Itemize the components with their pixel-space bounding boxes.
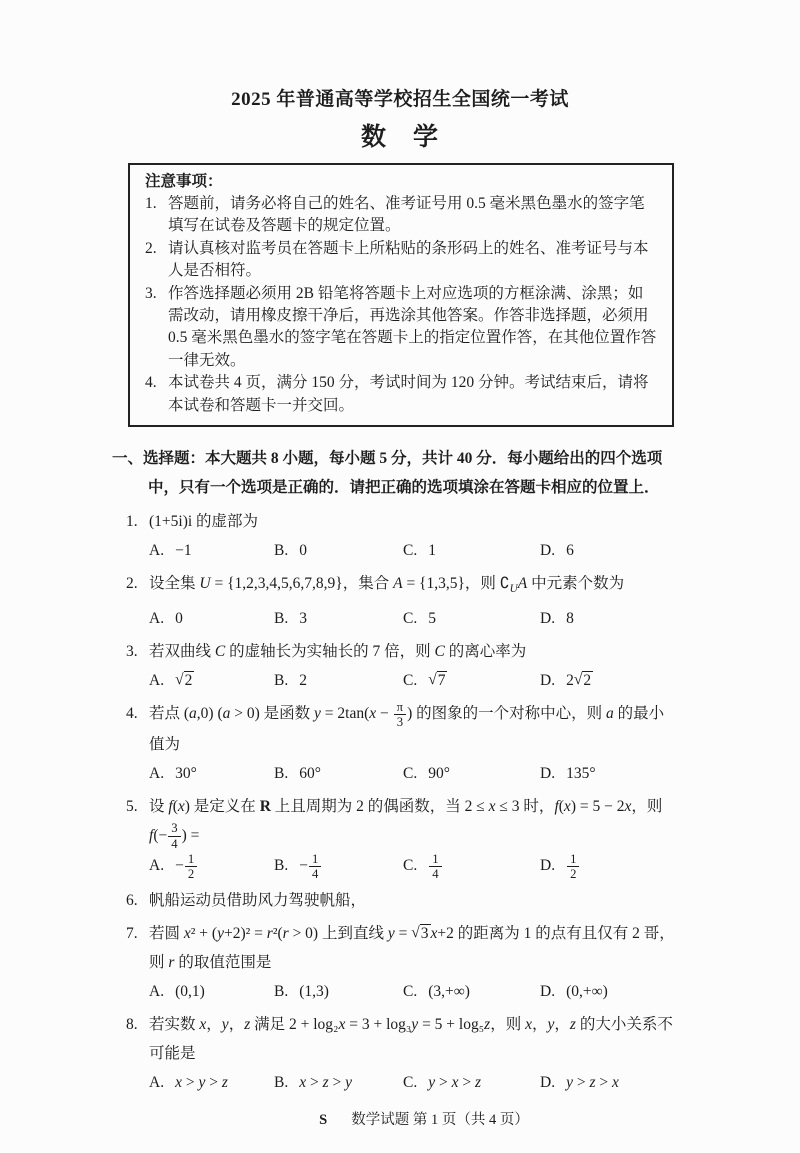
question-number: 8. (126, 1015, 138, 1033)
option-label: C. (403, 610, 418, 628)
question-line (126, 919, 678, 977)
question (126, 637, 678, 695)
option-label: C. (403, 672, 418, 690)
question-line (126, 569, 678, 604)
option (274, 666, 403, 695)
notice-item-text: 本试卷共 4 页，满分 150 分，考试时间为 120 分钟。考试结束后，请将本试卷和答题卡一并交回。 (168, 374, 649, 414)
option-value: 2 (299, 672, 307, 690)
option-label: C. (403, 857, 418, 875)
option-label: B. (274, 1073, 289, 1091)
question-stem: 设全集 U = {1,2,3,4,5,6,7,8,9}，集合 A = {1,3,5}，则 $∁_UA$ 中元素个数为 (149, 575, 625, 596)
option-value: 0 (175, 610, 183, 628)
section-header (112, 444, 678, 502)
option-label: A. (149, 982, 165, 1000)
question (126, 919, 678, 1006)
notice-item-number: 3. (145, 284, 157, 302)
notice-item-text: 作答选择题必须用 2B 铅笔将答题卡上对应选项的方框涂满、涂黑；如需改动，请用橡皮擦干净后，再选涂其他答案。作答非选择题，必须用 0.5 毫米黑色墨水的签字笔在答题卡上的指定位置作答，在其他位置作答一律无效。 (168, 284, 657, 369)
options-row (126, 759, 678, 788)
option (149, 666, 274, 695)
options-row (126, 666, 678, 695)
question-stem: 若双曲线 C 的虚轴长为实轴长的 7 倍，则 C 的离心率为 (149, 643, 527, 661)
option-label: B. (274, 764, 289, 782)
option (403, 604, 540, 633)
option-value: (0,+∞) (566, 982, 608, 1000)
option-value: y > z > x (566, 1073, 619, 1091)
option-label: A. (149, 542, 165, 560)
option (403, 1068, 540, 1097)
option-value: √7 (428, 671, 446, 690)
question (126, 1010, 678, 1097)
question-number: 4. (126, 705, 138, 723)
option (540, 604, 678, 633)
option-value: − $\frac{1}{4}$ (299, 857, 322, 874)
option (540, 536, 678, 565)
option-value: 90° (428, 764, 450, 782)
option-label: D. (540, 764, 556, 782)
question-stem: (1+5i)i 的虚部为 (149, 513, 259, 531)
option-label: C. (403, 982, 418, 1000)
question-line (126, 1010, 678, 1068)
question-stem: 设 f(x) 是定义在 R 上且周期为 2 的偶函数，当 2 ≤ x ≤ 3 时，f(x) = 5 − 2x，则 f(− $\frac{3}{4}$ ) = (149, 797, 663, 851)
notice-title: 注意事项： (145, 173, 223, 190)
option (540, 851, 678, 882)
option (274, 759, 403, 788)
questions-list (0, 507, 800, 1097)
notice-item (145, 372, 658, 417)
question-stem: 若圆 x² + (y+2)² = r²(r > 0) 上到直线 y = √3 x+2 的距离为 1 的点有且仅有 2 哥，则 r 的取值范围是 (149, 923, 675, 971)
option-value: $\frac{1}{4}$ (428, 857, 442, 874)
option (149, 977, 274, 1006)
option (403, 759, 540, 788)
option-label: B. (274, 672, 289, 690)
notice-item-text: 答题前，请务必将自己的姓名、准考证号用 0.5 毫米黑色墨水的签字笔填写在试卷及答题卡的规定位置。 (168, 195, 645, 235)
notice-item (145, 193, 658, 238)
option (149, 536, 274, 565)
option-value: 1 (428, 542, 436, 560)
option-value: 5 (428, 610, 436, 628)
option-label: D. (540, 982, 556, 1000)
option (403, 666, 540, 695)
question-number: 2. (126, 575, 138, 593)
question-line (126, 699, 678, 759)
option-label: D. (540, 857, 556, 875)
option-value: 2√2 (566, 671, 592, 690)
exam-subject: 数 学 (360, 124, 439, 151)
option-value: −1 (175, 542, 192, 560)
option (403, 536, 540, 565)
option-value: 6 (566, 542, 574, 560)
option-label: D. (540, 542, 556, 560)
option-value: (3,+∞) (428, 982, 470, 1000)
notice-item-text: 请认真核对监考员在答题卡上所粘贴的条形码上的姓名、准考证号与本人是否相符。 (168, 239, 649, 280)
question (126, 507, 678, 565)
question (126, 569, 678, 633)
option (274, 604, 403, 633)
question (126, 699, 678, 788)
option-value: $\frac{1}{2}$ (566, 857, 580, 874)
footer-mark: S (319, 1112, 328, 1128)
notice-item-number: 2. (145, 239, 157, 257)
option-label: D. (540, 610, 556, 628)
question (126, 886, 678, 915)
option (403, 851, 540, 882)
option (274, 851, 403, 882)
exam-title: 2025 年普通高等学校招生全国统一考试 (231, 89, 569, 110)
question-stem: 若点 (a,0) (a > 0) 是函数 y = 2tan(x − $\frac{\pi}{3}$ ) 的图象的一个对称中心，则 a 的最小值为 (149, 699, 665, 753)
footer-text: 数学试题 第 1 页（共 4 页） (351, 1112, 529, 1128)
option-value: 0 (299, 542, 307, 560)
option (540, 759, 678, 788)
option (274, 1068, 403, 1097)
options-row (126, 536, 678, 565)
section-label: 一、 (112, 450, 144, 468)
option-value: 60° (299, 764, 321, 782)
option-value: − $\frac{1}{2}$ (175, 857, 198, 874)
question-line (126, 886, 678, 915)
notice-item (145, 283, 658, 373)
option (540, 1068, 678, 1097)
option (149, 604, 274, 633)
option (149, 759, 274, 788)
notice-item (145, 238, 658, 283)
option-value: (0,1) (175, 982, 205, 1000)
option (149, 1068, 274, 1097)
question-number: 6. (126, 891, 138, 909)
question-line (126, 507, 678, 536)
options-row (126, 1068, 678, 1097)
option-label: B. (274, 982, 289, 1000)
option-label: B. (274, 857, 289, 875)
option-label: B. (274, 542, 289, 560)
option-value: 30° (175, 764, 197, 782)
notice-item-number: 4. (145, 374, 157, 392)
notice-box (128, 163, 674, 427)
option-label: C. (403, 542, 418, 560)
question-line (126, 637, 678, 666)
option (149, 851, 274, 882)
option-label: A. (149, 857, 165, 875)
option-value: 135° (566, 764, 596, 782)
notice-item-number: 1. (145, 195, 157, 212)
question-number: 1. (126, 513, 138, 531)
option-label: D. (540, 1073, 556, 1091)
option-value: 8 (566, 610, 574, 628)
option (540, 666, 678, 695)
question-stem: 帆船运动员借助风力驾驶帆船， (149, 891, 367, 909)
option-label: C. (403, 1073, 418, 1091)
option-value: x > y > z (175, 1073, 228, 1091)
section-text: 选择题：本大题共 8 小题，每小题 5 分，共计 40 分．每小题给出的四个选项中，只有一个选项是正确的．请把正确的选项填涂在答题卡相应的位置上． (143, 450, 663, 497)
option (274, 536, 403, 565)
option-value: 3 (299, 610, 307, 628)
option-value: √2 (175, 671, 193, 690)
question-number: 3. (126, 643, 138, 661)
option-label: A. (149, 672, 165, 690)
option-label: D. (540, 672, 556, 690)
option (274, 977, 403, 1006)
question-line (126, 792, 678, 852)
options-row (126, 851, 678, 882)
options-row (126, 604, 678, 633)
option-value: y > x > z (428, 1073, 482, 1091)
option (540, 977, 678, 1006)
question-stem: 若实数 x，y，z 满足 2 + log₂x = 3 + log₃y = 5 + log₅z，则 x，y，z 的大小关系不可能是 (149, 1015, 673, 1062)
options-row (126, 977, 678, 1006)
option (403, 977, 540, 1006)
question-number: 5. (126, 797, 138, 815)
page-footer (0, 1108, 800, 1129)
option-label: B. (274, 610, 289, 628)
option-label: A. (149, 764, 165, 782)
option-label: C. (403, 764, 418, 782)
question-number: 7. (126, 924, 138, 942)
option-label: A. (149, 610, 165, 628)
exam-page (0, 84, 800, 1128)
option-value: (1,3) (299, 982, 329, 1000)
question (126, 792, 678, 882)
option-value: x > z > y (299, 1073, 353, 1091)
option-label: A. (149, 1073, 165, 1091)
